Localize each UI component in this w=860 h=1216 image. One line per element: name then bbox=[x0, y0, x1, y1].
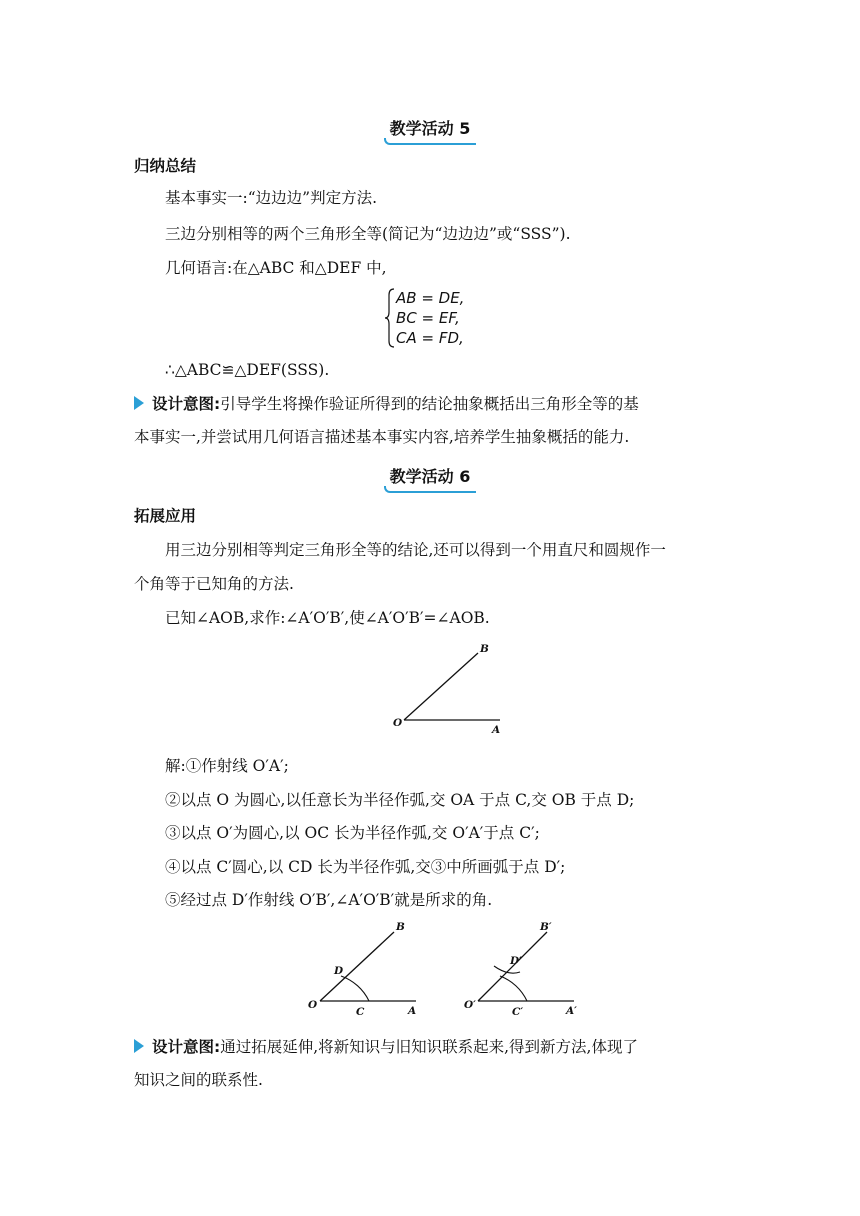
svg-text:B′: B′ bbox=[540, 921, 552, 933]
figure-original-angle bbox=[308, 921, 416, 1018]
svg-text:C′: C′ bbox=[512, 1006, 524, 1018]
equation-system bbox=[384, 287, 504, 349]
design-intent-6 bbox=[134, 1036, 638, 1058]
label-a: A bbox=[492, 724, 501, 736]
section-summary-heading: 归纳总结 bbox=[134, 157, 197, 175]
extension-paragraph-cont: 个角等于已知角的方法. bbox=[134, 575, 294, 593]
step-4: ④以点 C′圆心,以 CD 长为半径作弧,交③中所画弧于点 D′; bbox=[165, 858, 566, 876]
sss-statement-line: 三边分别相等的两个三角形全等(简记为“边边边”或“SSS”). bbox=[165, 225, 571, 243]
step-3: ③以点 O′为圆心,以 OC 长为半径作弧,交 O′A′于点 C′; bbox=[165, 824, 540, 842]
step-1: 解:①作射线 O′A′; bbox=[165, 757, 289, 775]
section-extension-heading: 拓展应用 bbox=[134, 507, 197, 525]
figure-construction bbox=[0, 916, 860, 1026]
design-intent-text: 通过拓展延伸,将新知识与旧知识联系起来,得到新方法,体现了 bbox=[220, 1038, 638, 1056]
svg-text:A′: A′ bbox=[566, 1005, 577, 1017]
conclusion-line: ∴△ABC≌△DEF(SSS). bbox=[165, 361, 330, 379]
equation-3: CA = FD, bbox=[396, 329, 464, 347]
geometry-language-line: 几何语言:在△ABC 和△DEF 中, bbox=[165, 259, 387, 277]
svg-text:A: A bbox=[408, 1005, 417, 1017]
given-line: 已知∠AOB,求作:∠A′O′B′,使∠A′O′B′=∠AOB. bbox=[165, 609, 490, 627]
svg-text:O: O bbox=[308, 999, 318, 1011]
design-intent-5 bbox=[134, 393, 639, 415]
activity-6-title bbox=[0, 464, 860, 490]
activity-6-title-text: 教学活动 6 bbox=[389, 467, 471, 486]
label-b: B bbox=[480, 643, 489, 655]
svg-text:O′: O′ bbox=[464, 999, 476, 1011]
svg-text:B: B bbox=[396, 921, 405, 933]
design-intent-text: 引导学生将操作验证所得到的结论抽象概括出三角形全等的基 bbox=[220, 395, 639, 413]
design-intent-label: 设计意图: bbox=[152, 1038, 221, 1056]
label-o: O bbox=[393, 717, 403, 729]
triangle-bullet-icon bbox=[134, 1039, 144, 1053]
figure-angle-aob bbox=[0, 636, 860, 746]
svg-text:C: C bbox=[356, 1006, 365, 1018]
svg-text:D: D bbox=[334, 965, 344, 977]
equation-2: BC = EF, bbox=[396, 309, 460, 327]
basic-fact-line: 基本事实一:“边边边”判定方法. bbox=[165, 189, 377, 207]
step-2: ②以点 O 为圆心,以任意长为半径作弧,交 OA 于点 C,交 OB 于点 D; bbox=[165, 791, 635, 809]
figure-constructed-angle bbox=[464, 921, 577, 1018]
brace-icon bbox=[384, 287, 396, 349]
design-intent-6-cont: 知识之间的联系性. bbox=[134, 1071, 263, 1089]
extension-paragraph: 用三边分别相等判定三角形全等的结论,还可以得到一个用直尺和圆规作一 bbox=[165, 541, 666, 559]
equation-1: AB = DE, bbox=[396, 289, 465, 307]
activity-5-title-text: 教学活动 5 bbox=[389, 119, 471, 138]
triangle-bullet-icon bbox=[134, 396, 144, 410]
activity-5-title bbox=[0, 116, 860, 142]
design-intent-5-cont: 本事实一,并尝试用几何语言描述基本事实内容,培养学生抽象概括的能力. bbox=[134, 428, 630, 446]
svg-text:D′: D′ bbox=[510, 955, 522, 967]
design-intent-label: 设计意图: bbox=[152, 395, 221, 413]
step-5: ⑤经过点 D′作射线 O′B′,∠A′O′B′就是所求的角. bbox=[165, 891, 493, 909]
